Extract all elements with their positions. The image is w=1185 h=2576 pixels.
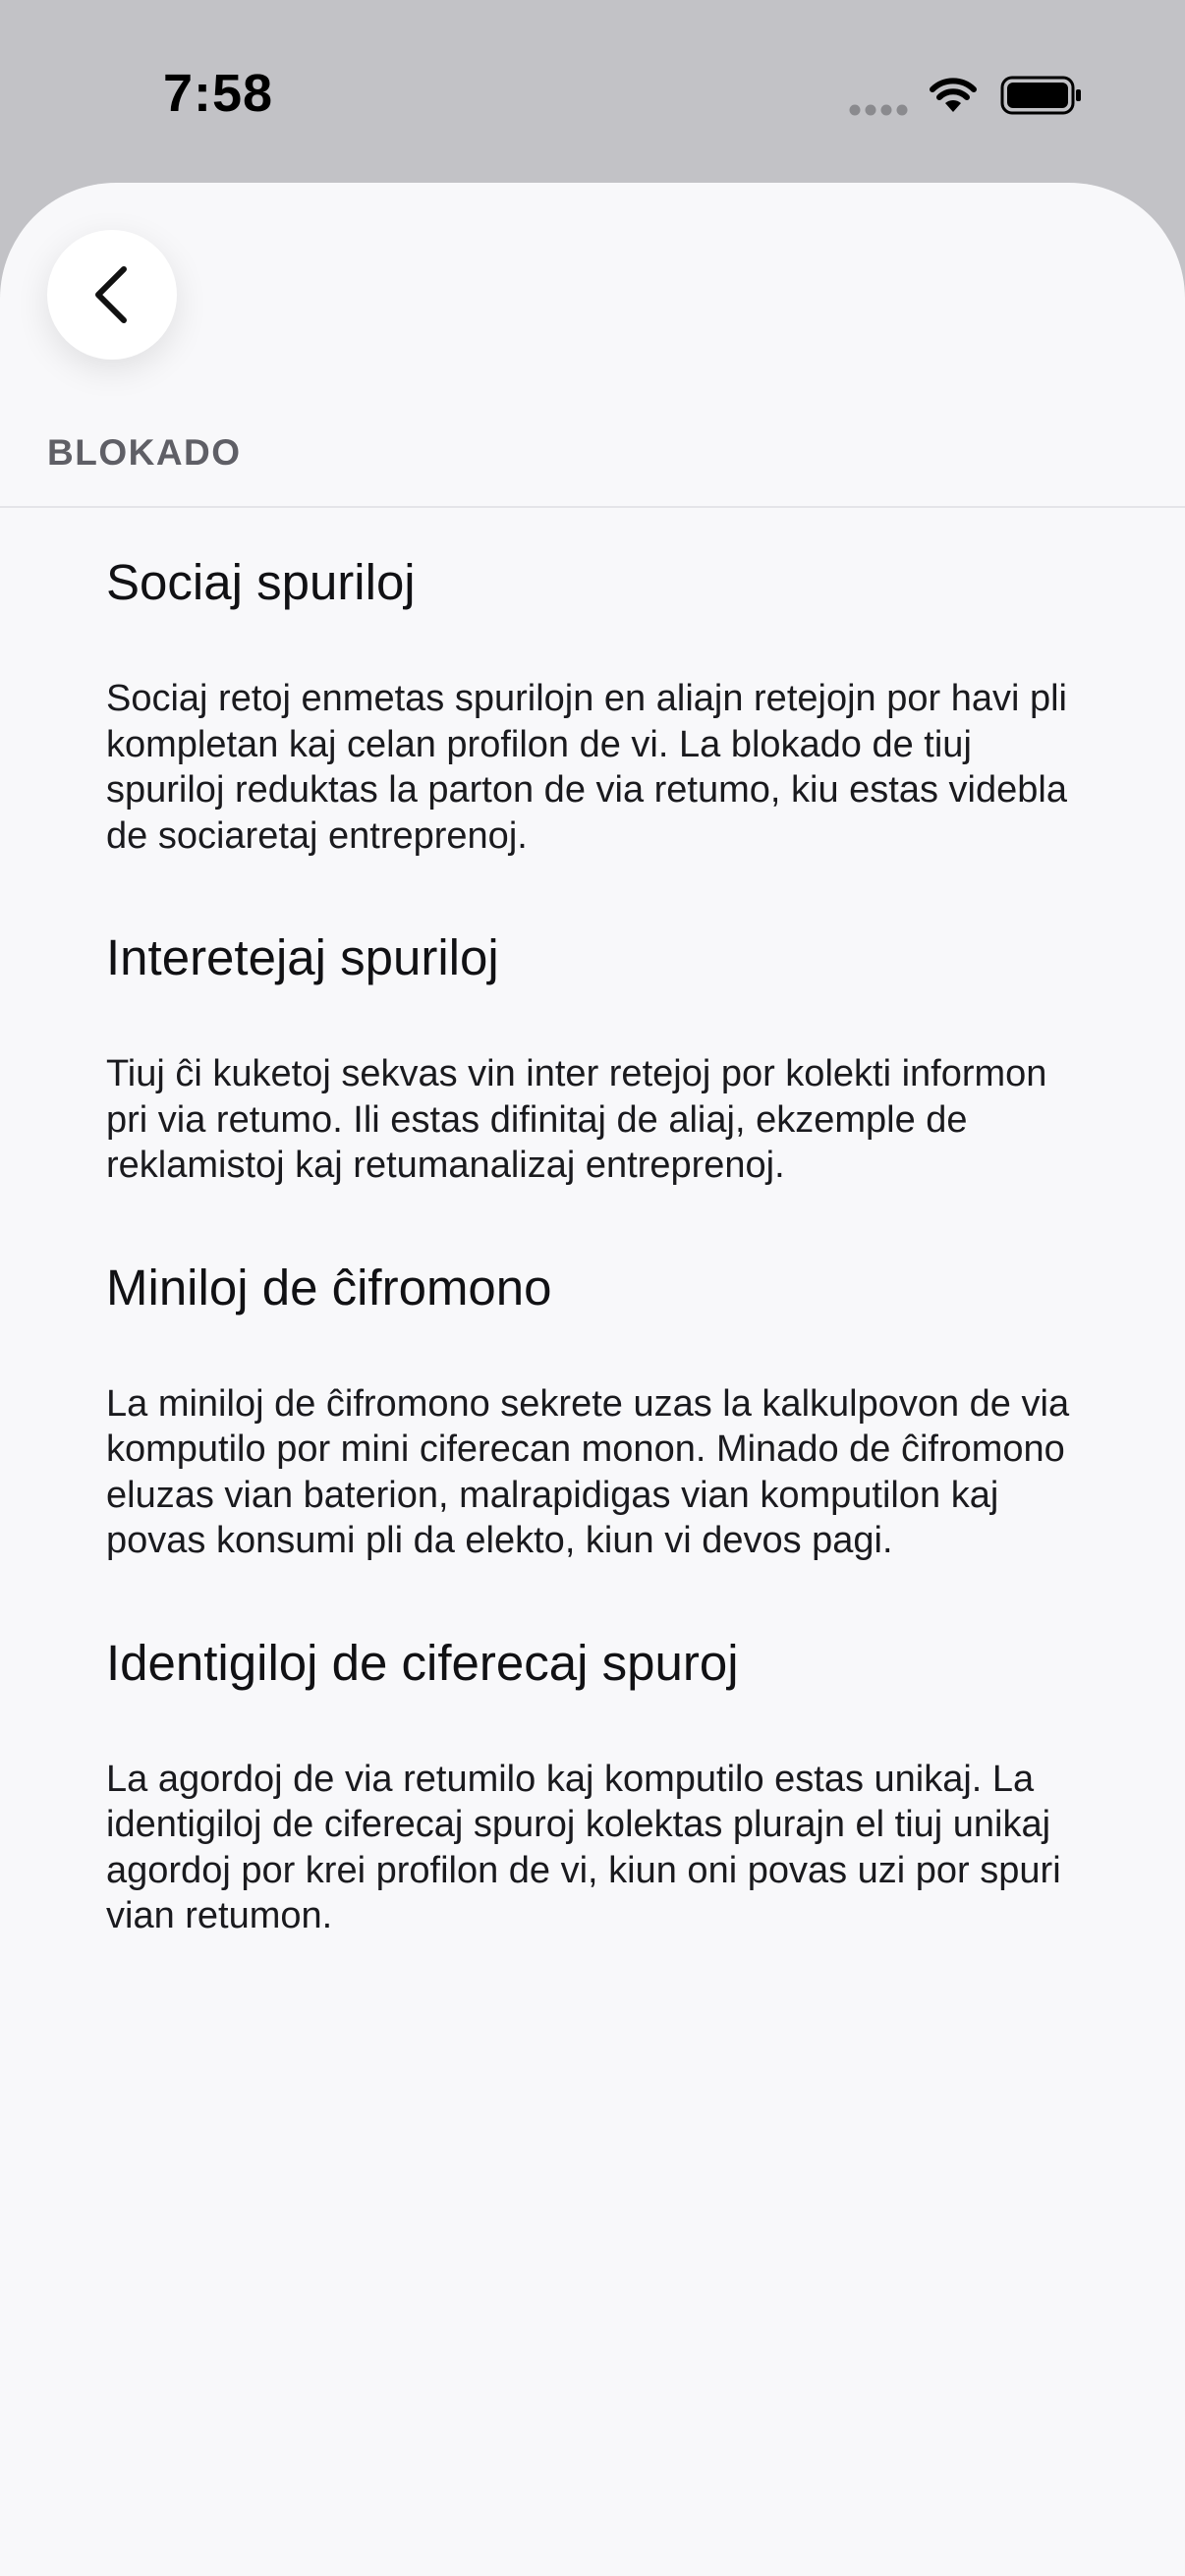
tracker-item-fingerprinters (106, 1633, 1099, 1939)
chevron-left-icon (86, 265, 138, 324)
back-button[interactable] (47, 230, 177, 360)
item-description: La agordoj de via retumilo kaj komputilo estas unikaj. La identigiloj de ciferecaj spuroj kolektas plurajn el tiuj unikaj agordoj por krei profilon de vi, kiun oni povas uzi por spuri vian retumon. (106, 1758, 1061, 1936)
status-time: 7:58 (163, 64, 274, 123)
item-title: Identigiloj de ciferecaj spuroj (106, 1634, 739, 1691)
item-title: Interetejaj spuriloj (106, 929, 499, 985)
item-description: La miniloj de ĉifromono sekrete uzas la kalkulpovon de via komputilo por mini ciferecan monon. Minado de ĉifromono eluzas vian baterion, malrapidigas vian komputilon kaj povas konsumi pli da elekto, kiun vi devos pagi. (106, 1382, 1070, 1561)
tracker-list (106, 552, 1099, 1939)
tracker-item-social (106, 552, 1099, 859)
item-title: Miniloj de ĉifromono (106, 1259, 552, 1316)
tracker-item-cryptominers (106, 1258, 1099, 1564)
section-label: BLOKADO (47, 432, 242, 473)
status-bar (0, 0, 1185, 183)
tracker-item-cross-site (106, 927, 1099, 1189)
wifi-icon (928, 75, 979, 114)
cellular-dots-icon (849, 104, 908, 116)
divider (0, 506, 1185, 508)
content-sheet (0, 183, 1185, 2576)
item-description: Sociaj retoj enmetas spurilojn en aliajn retejojn por havi pli kompletan kaj celan profilon de vi. La blokado de tiuj spuriloj reduktas la parton de via retumo, kiu estas videbla de sociaretaj entreprenoj. (106, 678, 1067, 857)
battery-icon (1000, 75, 1083, 116)
item-description: Tiuj ĉi kuketoj sekvas vin inter retejoj por kolekti informon pri via retumo. Ili estas difinitaj de aliaj, ekzemple de reklamistoj kaj retumanalizaj entreprenoj. (106, 1053, 1047, 1186)
item-title: Sociaj spuriloj (106, 554, 416, 610)
